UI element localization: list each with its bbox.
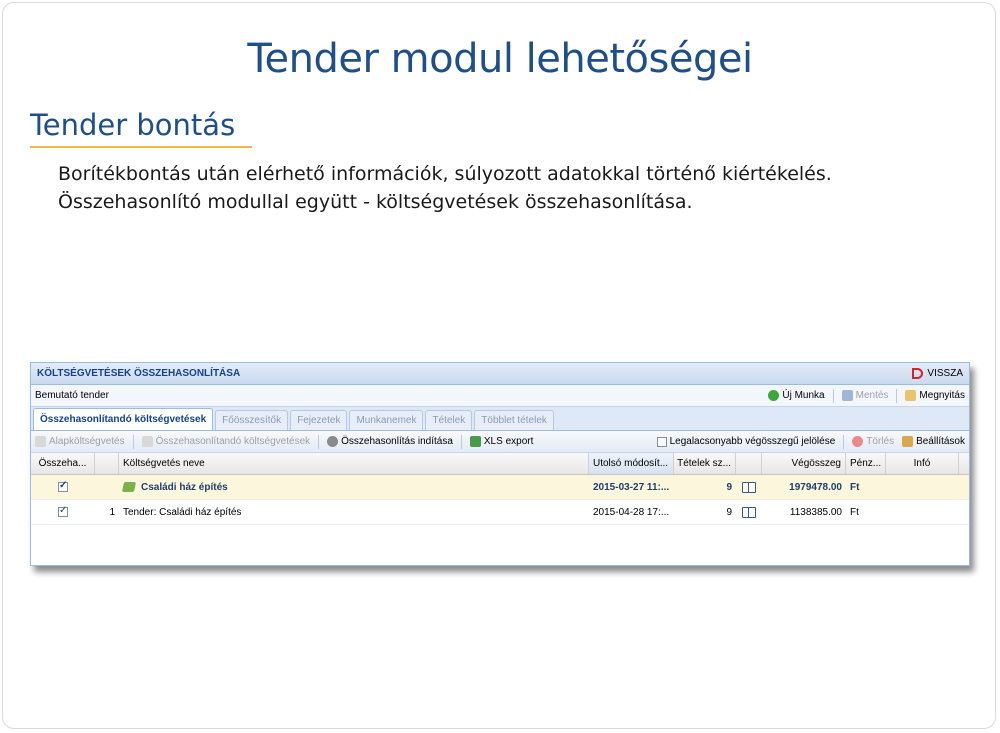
book-icon[interactable] <box>742 482 756 493</box>
col-header-modified[interactable]: Utolsó módosít... <box>589 453 674 474</box>
tab-extra-items[interactable]: Többlet tételek <box>474 410 554 430</box>
save-label: Mentés <box>855 390 889 401</box>
col-header-budget-name[interactable]: Költségvetés neve <box>119 453 589 474</box>
xls-export-label: XLS export <box>483 436 534 447</box>
col-header-compare[interactable]: Összeha... <box>31 453 95 474</box>
slide-title: Tender modul lehetőségei <box>247 36 753 82</box>
row-modified: 2015-04-28 17:... <box>593 506 670 518</box>
base-flag-icon <box>122 482 136 492</box>
row-currency: Ft <box>850 481 860 493</box>
tender-name: Bemutató tender <box>35 390 109 401</box>
body-line-2: Összehasonlító modullal együtt - költségvetések összehasonlítása. <box>58 191 693 213</box>
back-label: VISSZA <box>927 368 963 379</box>
grid-header <box>31 453 969 475</box>
separator <box>833 389 834 403</box>
xls-export-button[interactable] <box>470 436 533 447</box>
base-budget-button[interactable] <box>35 436 125 447</box>
open-button[interactable] <box>905 390 965 401</box>
base-budget-label: Alapköltségvetés <box>49 436 125 447</box>
window-header <box>31 363 969 385</box>
delete-icon <box>852 436 863 447</box>
row-item-count: 9 <box>726 481 732 493</box>
col-header-currency[interactable]: Pénz... <box>846 453 886 474</box>
separator <box>843 435 844 449</box>
table-row[interactable] <box>31 475 969 500</box>
settings-label: Beállítások <box>916 436 965 447</box>
save-icon <box>842 390 853 401</box>
col-header-number[interactable] <box>95 453 119 474</box>
tab-bar <box>31 407 969 431</box>
add-icon <box>768 390 779 401</box>
delete-button[interactable] <box>852 436 894 447</box>
delete-label: Törlés <box>866 436 895 447</box>
slide-body <box>58 160 832 216</box>
tender-bar <box>31 385 969 407</box>
open-icon <box>905 390 916 401</box>
settings-button[interactable] <box>902 436 965 447</box>
lowest-mark-label: Legalacsonyabb végösszegű jelölése <box>669 436 836 447</box>
start-compare-label: Összehasonlítás indítása <box>341 436 453 447</box>
tab-items[interactable]: Tételek <box>425 410 472 430</box>
row-info <box>886 500 959 524</box>
slide-subtitle: Tender bontás <box>30 108 236 142</box>
separator <box>318 435 319 449</box>
compare-icon <box>327 436 338 447</box>
back-icon <box>912 368 923 379</box>
row-number <box>95 475 119 499</box>
row-budget-name: Családi ház építés <box>141 481 228 493</box>
table-row[interactable] <box>31 500 969 525</box>
lowest-mark-toggle[interactable] <box>657 436 836 447</box>
row-info <box>886 475 959 499</box>
compare-budget-label: Összehasonlítandó költségvetések <box>155 436 311 447</box>
grid-toolbar <box>31 431 969 453</box>
window-title: KÖLTSÉGVETÉSEK ÖSSZEHASONLÍTÁSA <box>37 368 241 379</box>
open-label: Megnyitás <box>919 390 965 401</box>
col-header-book[interactable] <box>736 453 762 474</box>
start-compare-button[interactable] <box>327 436 453 447</box>
tab-chapters[interactable]: Fejezetek <box>290 410 347 430</box>
book-icon[interactable] <box>742 507 756 518</box>
xls-icon <box>470 436 481 447</box>
tab-work-types[interactable]: Munkanemek <box>349 410 423 430</box>
row-total: 1138385.00 <box>789 506 842 518</box>
row-total: 1979478.00 <box>789 481 842 493</box>
save-button[interactable] <box>842 390 889 401</box>
separator <box>461 435 462 449</box>
budget-compare-window <box>30 362 970 566</box>
lowest-mark-checkbox[interactable] <box>657 437 667 447</box>
new-work-button[interactable] <box>768 390 824 401</box>
row-modified: 2015-03-27 11:... <box>593 481 670 493</box>
col-header-total[interactable]: Végösszeg <box>762 453 846 474</box>
row-checkbox[interactable] <box>58 507 68 517</box>
compare-budget-button[interactable] <box>142 436 311 447</box>
row-budget-name: Tender: Családi ház építés <box>123 506 242 518</box>
tab-compare-budgets[interactable]: Összehasonlítandó költségvetések <box>33 408 213 430</box>
body-line-1: Borítékbontás után elérhető információk, súlyozott adatokkal történő kiértékelés. <box>58 163 832 185</box>
row-checkbox[interactable] <box>58 482 68 492</box>
budget-icon <box>142 436 153 447</box>
col-header-info[interactable]: Infó <box>886 453 959 474</box>
budget-icon <box>35 436 46 447</box>
back-button[interactable] <box>912 368 963 379</box>
col-header-item-count[interactable]: Tételek sz... <box>674 453 736 474</box>
row-number: 1 <box>109 506 115 518</box>
row-currency: Ft <box>850 506 859 518</box>
separator <box>896 389 897 403</box>
settings-icon <box>902 436 913 447</box>
row-item-count: 9 <box>726 506 732 518</box>
tab-main-summaries[interactable]: Főösszesítők <box>215 410 288 430</box>
separator <box>133 435 134 449</box>
subtitle-underline <box>30 146 252 148</box>
new-work-label: Új Munka <box>782 390 825 401</box>
